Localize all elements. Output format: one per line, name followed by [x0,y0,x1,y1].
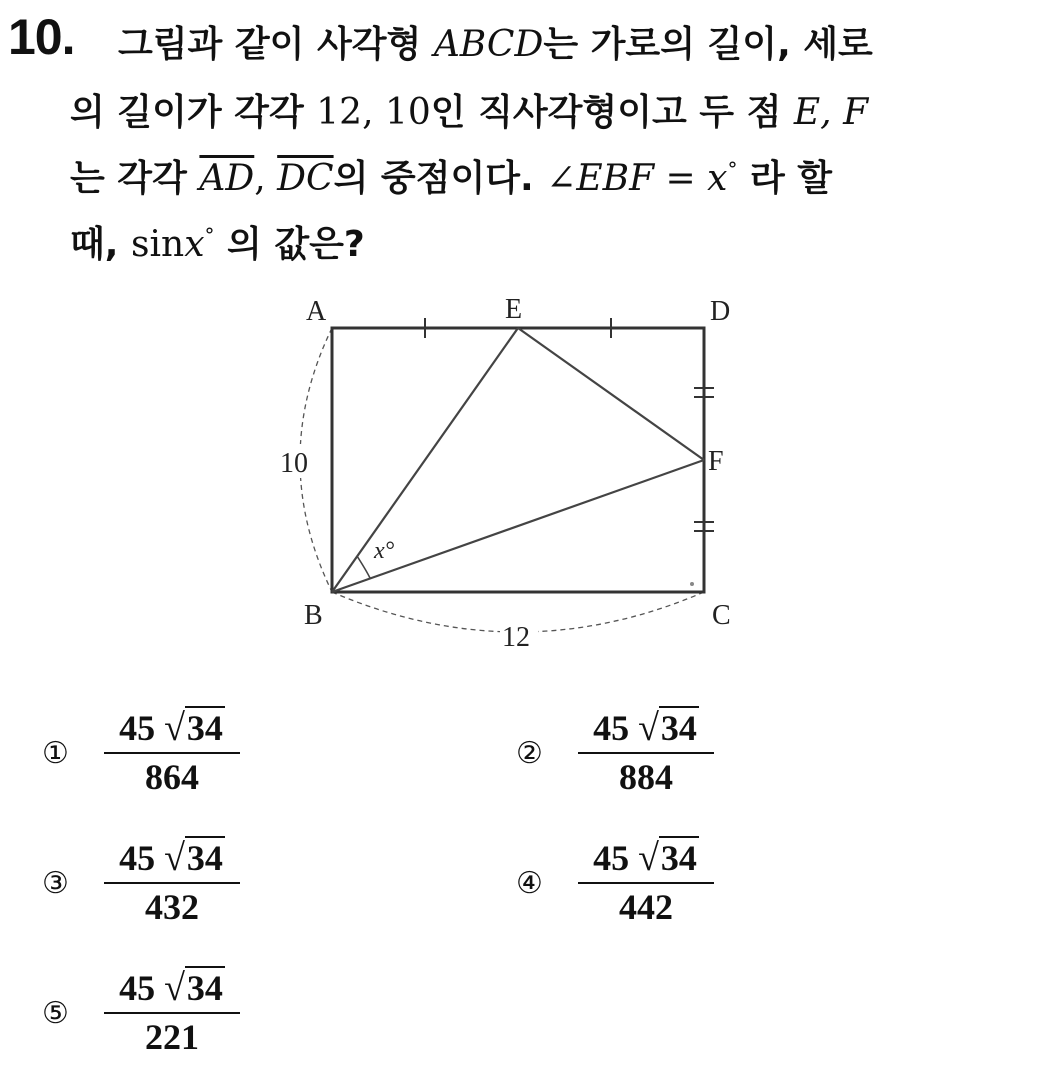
point-names: E, F [793,92,869,133]
choice-3[interactable] [42,836,262,932]
choice-mark: ④ [516,866,543,901]
rectangle-figure [260,280,780,660]
sqrt-sign: √ [638,837,659,879]
numerator-coefficient: 45 [593,838,630,878]
question-line-4 [70,216,365,267]
radicand: 34 [186,708,223,748]
segment-ad: $\overline{AD}$ [199,158,255,199]
fraction [578,706,714,798]
question-text: 인 직사각형이고 두 점 [430,92,794,133]
choice-mark: ⑤ [42,996,69,1031]
side-label-ab: 10 [280,448,308,479]
label-c: C [712,600,731,631]
choice-1[interactable] [42,706,262,802]
label-d: D [710,296,731,327]
sin-function: sin [131,224,185,265]
question-text: 라 할 [737,158,833,199]
radicand: 34 [660,838,697,878]
numerator [578,706,714,750]
angle-arc [357,556,370,578]
question-number: 10. [8,9,75,65]
sqrt-sign: √ [164,837,185,879]
question-text: 의 중점이다. [333,158,547,199]
question-line-1 [118,16,873,67]
label-b: B [304,600,323,631]
angle-expression: ∠EBF = x [546,158,728,199]
choice-mark: ② [516,736,543,771]
sqrt-sign: √ [164,707,185,749]
fraction [104,836,240,928]
right-angle-dot [690,582,694,586]
denominator: 864 [145,757,199,797]
fraction [104,706,240,798]
numerator-coefficient: 45 [119,968,156,1008]
label-angle-x: x° [374,538,395,564]
label-f: F [708,446,724,477]
sqrt-sign: √ [164,967,185,1009]
sqrt-sign: √ [638,707,659,749]
radicand: 34 [186,968,223,1008]
question-text: 그림과 같이 사각형 [118,24,434,65]
fraction [104,966,240,1058]
radicand: 34 [186,838,223,878]
fraction [578,836,714,928]
denominator: 432 [145,887,199,927]
numerator [578,836,714,880]
numerator [104,966,240,1010]
question-text: 때, [70,224,131,265]
denominator: 884 [619,757,673,797]
question-text: 는 가로의 길이, 세로 [543,24,873,65]
degree-symbol: ° [727,157,738,181]
degree-symbol: ° [204,223,215,247]
denominator: 221 [145,1017,199,1057]
side-label-bc: 12 [502,622,530,653]
question-text: 의 길이가 각각 [70,92,317,133]
question-text: 의 값은? [214,224,365,265]
side-lengths: 12, 10 [316,92,431,133]
choice-2[interactable] [516,706,736,802]
comma: , [254,158,278,199]
question-text: 는 각각 [70,158,200,199]
choice-4[interactable] [516,836,736,932]
choice-5[interactable] [42,966,262,1062]
label-e: E [505,294,523,325]
rectangle-name: ABCD [433,24,544,65]
segment-dc: $\overline{DC}$ [277,158,334,199]
question-line-2 [70,84,868,135]
numerator-coefficient: 45 [119,708,156,748]
segment-bf [332,460,704,592]
label-a: A [306,296,327,327]
choice-mark: ① [42,736,69,771]
segment-ef [518,328,704,460]
numerator [104,706,240,750]
question-line-3 [70,150,832,201]
segment-be [332,328,518,592]
denominator: 442 [619,887,673,927]
numerator-coefficient: 45 [593,708,630,748]
numerator [104,836,240,880]
radicand: 34 [660,708,697,748]
numerator-coefficient: 45 [119,838,156,878]
variable-x: x [184,224,205,265]
choice-mark: ③ [42,866,69,901]
